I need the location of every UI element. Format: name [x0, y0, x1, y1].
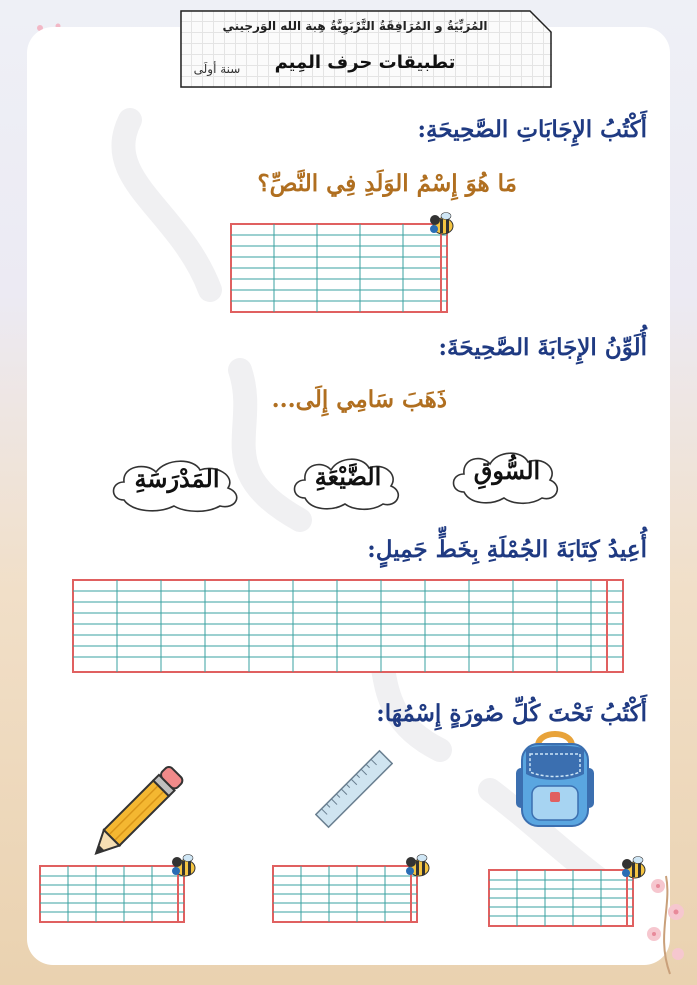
school-name: المُرَبِّيَةُ و المُرَافِقَةُ التَّرْبَوِيَّةُ هِبة الله الوَرجيني [222, 19, 488, 33]
pencil-icon [88, 752, 196, 860]
backpack-icon [510, 728, 600, 830]
choice-label-2: الضَّيْعَةِ [314, 462, 382, 491]
answer-grid-1[interactable] [229, 222, 451, 314]
handwriting-grid[interactable] [71, 578, 627, 676]
bee-icon [428, 208, 456, 238]
bee-icon [404, 850, 432, 880]
choice-label-1: السُّوقِ [473, 456, 541, 485]
q2-instruction: أُلَوِّنُ الإِجَابَةَ الصَّحِيحَةَ: [438, 334, 647, 361]
answer-grid-ruler[interactable] [271, 864, 421, 926]
grade-label: سنة أولَى [193, 62, 241, 76]
q2-sentence: ذَهَبَ سَامِي إِلَى... [271, 386, 447, 413]
q1-question: مَا هُوَ إِسْمُ الوَلَدِ فِي النَّصِّ؟ [257, 170, 517, 197]
answer-grid-pencil[interactable] [38, 864, 188, 926]
answer-grid-backpack[interactable] [487, 868, 637, 930]
flower-decoration [636, 866, 696, 976]
q1-instruction: أَكْتُبُ الإِجَابَاتِ الصَّحِيحَةِ: [417, 116, 647, 143]
page-title: تطبيقات حرف المِيم [274, 52, 456, 73]
q4-instruction: أَكْتُبُ تَحْتَ كُلِّ صُورَةٍ إِسْمُهَا: [376, 700, 647, 727]
ruler-icon [315, 748, 393, 830]
choice-label-3: المَدْرَسَةِ [134, 464, 220, 493]
bee-icon [170, 850, 198, 880]
q3-instruction: أُعِيدُ كِتَابَةَ الجُمْلَةِ بِخَطٍّ جَمِيلٍ: [367, 536, 647, 563]
